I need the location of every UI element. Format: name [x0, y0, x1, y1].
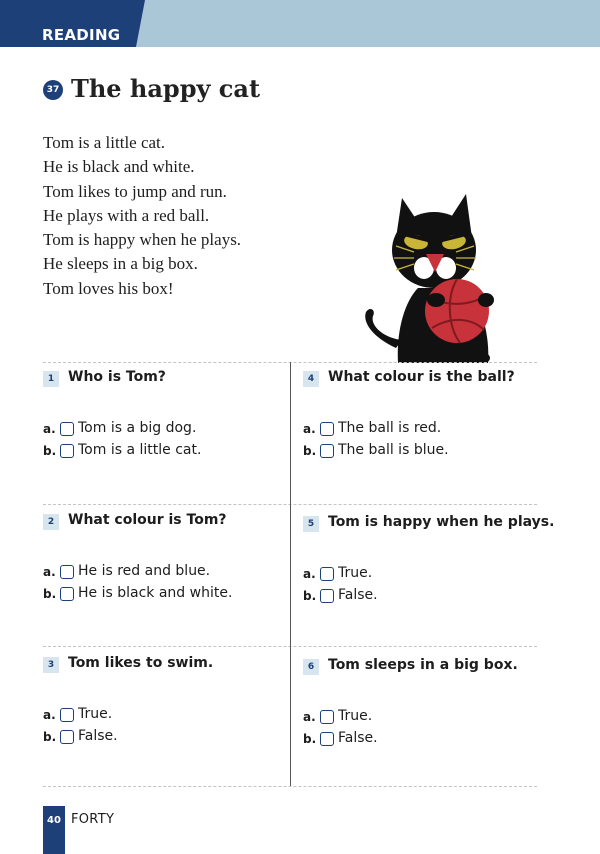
- question-1: 1 Who is Tom? a. Tom is a big dog. b. Tom is a little cat.: [43, 369, 202, 458]
- cat-with-ball-illustration: [356, 188, 506, 363]
- page-number: 40: [47, 815, 61, 826]
- checkbox[interactable]: [320, 710, 334, 724]
- checkbox[interactable]: [320, 422, 334, 436]
- story-text: [43, 131, 241, 301]
- page-number-word: FORTY: [71, 812, 115, 827]
- story-line: Tom likes to jump and run.: [43, 181, 227, 201]
- checkbox[interactable]: [60, 444, 74, 458]
- question-text: Tom likes to swim.: [68, 655, 214, 671]
- question-4: 4 What colour is the ball? a. The ball is red. b. The ball is blue.: [303, 369, 515, 458]
- question-text: Who is Tom?: [68, 369, 166, 385]
- story-line: He sleeps in a big box.: [43, 254, 198, 274]
- page-number-tab: [43, 806, 65, 854]
- question-number: 2: [43, 514, 59, 530]
- checkbox[interactable]: [60, 708, 74, 722]
- checkbox[interactable]: [60, 730, 74, 744]
- checkbox[interactable]: [320, 444, 334, 458]
- question-text: What colour is the ball?: [328, 369, 515, 385]
- question-2: 2 What colour is Tom? a. He is red and blue. b. He is black and white.: [43, 512, 233, 601]
- story-line: Tom is a little cat.: [43, 133, 166, 152]
- question-number: 5: [303, 516, 319, 532]
- checkbox[interactable]: [320, 589, 334, 603]
- story-line: He is black and white.: [43, 157, 195, 177]
- question-text: Tom is happy when he plays.: [328, 514, 555, 530]
- checkbox[interactable]: [320, 732, 334, 746]
- question-number: 1: [43, 371, 59, 387]
- question-number: 3: [43, 657, 59, 673]
- story-line: He plays with a red ball.: [43, 205, 210, 225]
- question-6: 6 Tom sleeps in a big box. a. True. b. False.: [303, 657, 518, 746]
- checkbox[interactable]: [60, 587, 74, 601]
- story-line: Tom loves his box!: [43, 278, 174, 298]
- checkbox[interactable]: [60, 565, 74, 579]
- question-number: 6: [303, 659, 319, 675]
- question-5: 5 Tom is happy when he plays. a. True. b. False.: [303, 514, 555, 603]
- story-line: Tom is happy when he plays.: [43, 230, 242, 250]
- lesson-number-badge: 37: [43, 80, 63, 100]
- checkbox[interactable]: [60, 422, 74, 436]
- question-3: 3 Tom likes to swim. a. True. b. False.: [43, 655, 214, 744]
- grid-divider: [43, 786, 537, 787]
- lesson-title: The happy cat: [71, 74, 261, 103]
- question-text: What colour is Tom?: [68, 512, 227, 528]
- checkbox[interactable]: [320, 567, 334, 581]
- column-divider: [290, 362, 291, 786]
- question-text: Tom sleeps in a big box.: [328, 657, 518, 673]
- question-number: 4: [303, 371, 319, 387]
- section-label: READING: [42, 26, 121, 44]
